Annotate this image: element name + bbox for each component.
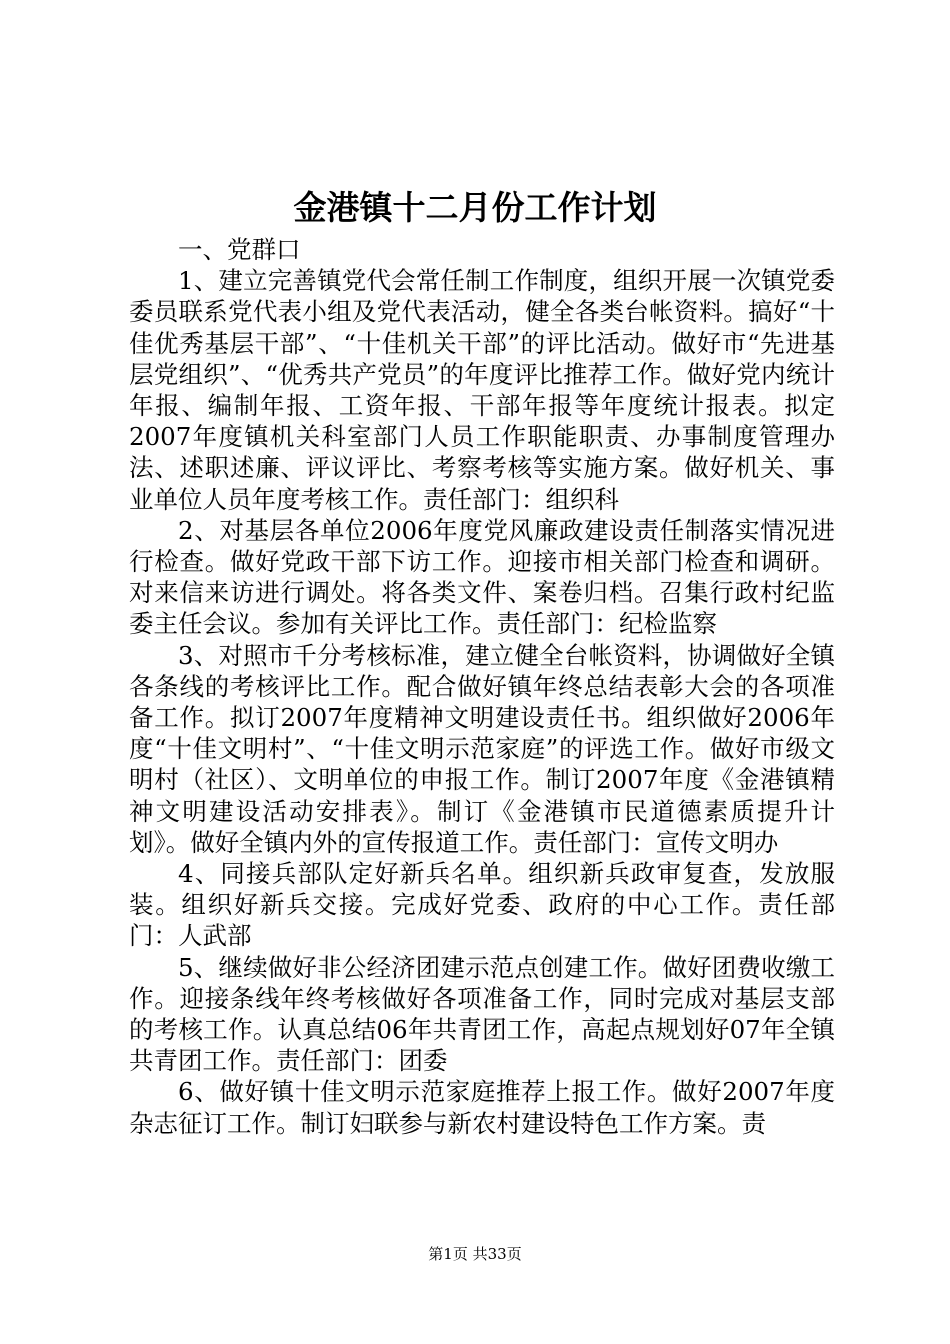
document-title: 金港镇十二月份工作计划 (293, 188, 657, 227)
paragraph-3: 3、对照市千分考核标准，建立健全台帐资料，协调做好全镇各条线的考核评比工作。配合做好镇年终总结表彰大会的各项准备工作。拟订2007年度精神文明建设责任书。组织做好2006年度“十佳文明村”、“十佳文明示范家庭”的评选工作。做好市级文明村（社区）、文明单位的申报工作。制订2007年度《金港镇精神文明建设活动安排表》。制订《金港镇市民道德素质提升计划》。做好全镇内外的宣传报道工作。责任部门：宣传文明办 (129, 640, 835, 857)
document-body (129, 234, 835, 1139)
page-footer: 第1页 共33页 (428, 1245, 522, 1263)
paragraph-4: 4、同接兵部队定好新兵名单。组织新兵政审复查，发放服装。组织好新兵交接。完成好党委、政府的中心工作。责任部门：人武部 (129, 859, 835, 951)
paragraph-2: 2、对基层各单位2006年度党风廉政建设责任制落实情况进行检查。做好党政干部下访工作。迎接市相关部门检查和调研。对来信来访进行调处。将各类文件、案卷归档。召集行政村纪监委主任会议。参加有关评比工作。责任部门：纪检监察 (129, 515, 835, 639)
paragraph-5: 5、继续做好非公经济团建示范点创建工作。做好团费收缴工作。迎接条线年终考核做好各项准备工作，同时完成对基层支部的考核工作。认真总结06年共青团工作，高起点规划好07年全镇共青团工作。责任部门：团委 (129, 952, 835, 1076)
paragraph-1: 1、建立完善镇党代会常任制工作制度，组织开展一次镇党委委员联系党代表小组及党代表活动，健全各类台帐资料。搞好“十佳优秀基层干部”、“十佳机关干部”的评比活动。做好市“先进基层党组织”、“优秀共产党员”的年度评比推荐工作。做好党内统计年报、编制年报、工资年报、干部年报等年度统计报表。拟定2007年度镇机关科室部门人员工作职能职责、办事制度管理办法、述职述廉、评议评比、考察考核等实施方案。做好机关、事业单位人员年度考核工作。责任部门：组织科 (129, 266, 835, 514)
paragraph-6: 6、做好镇十佳文明示范家庭推荐上报工作。做好2007年度杂志征订工作。制订妇联参与新农村建设特色工作方案。责 (129, 1077, 835, 1138)
section-heading: 一、党群口 (178, 235, 301, 264)
